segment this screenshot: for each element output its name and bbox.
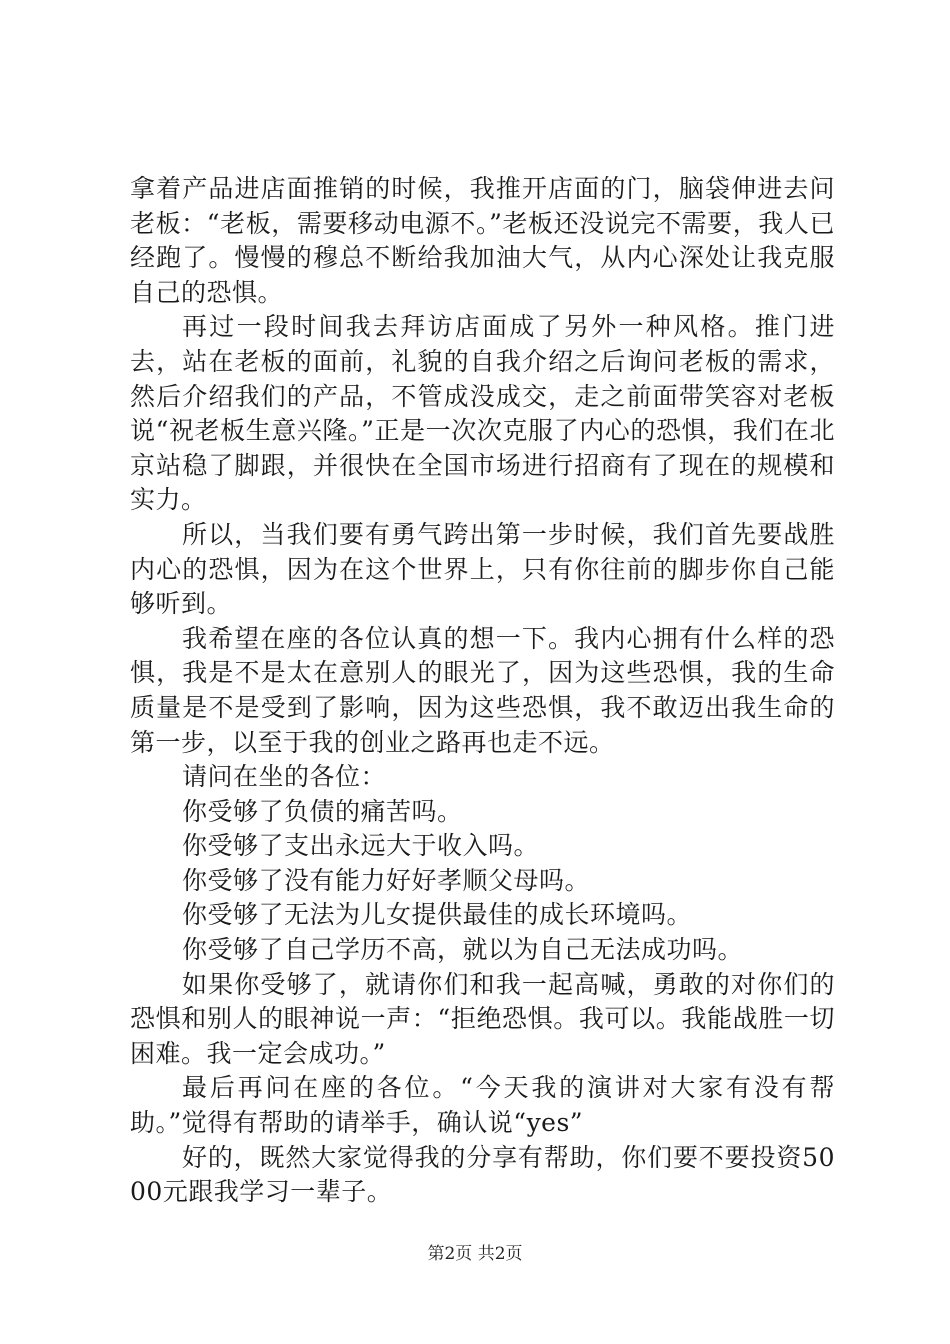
paragraph-5: 请问在坐的各位： [182,762,387,792]
page-number-label: 第2页 共2页 [427,1244,523,1264]
paragraph-1: 拿着产品进店面推销的时候，我推开店面的门，脑袋伸进去问老板：“老板，需要移动电源不。”老板还没说完不需要，我人已经跑了。慢慢的穆总不断给我加油大气，从内心深处让我克服自己的恐惧。 [130,174,835,307]
paragraph-4: 我希望在座的各位认真的想一下。我内心拥有什么样的恐惧，我是不是太在意别人的眼光了，因为这些恐惧，我的生命质量是不是受到了影响，因为这些恐惧，我不敢迈出我生命的第一步，以至于我的创业之路再也走不远。 [130,623,835,757]
paragraph-8: 你受够了没有能力好好孝顺父母吗。 [182,865,591,895]
paragraph-3: 所以，当我们要有勇气跨出第一步时候，我们首先要战胜内心的恐惧，因为在这个世界上，只有你往前的脚步你自己能够听到。 [130,519,835,619]
paragraph-10: 你受够了自己学历不高，就以为自己无法成功吗。 [182,935,744,965]
paragraph-11: 如果你受够了，就请你们和我一起高喊，勇敢的对你们的恐惧和别人的眼神说一声：“拒绝恐惧。我可以。我能战胜一切困难。我一定会成功。” [130,969,835,1068]
paragraph-2: 再过一段时间我去拜访店面成了另外一种风格。推门进去，站在老板的面前，礼貌的自我介绍之后询问老板的需求，然后介绍我们的产品，不管成没成交，走之前面带笑容对老板说“祝老板生意兴隆。”正是一次次克服了内心的恐惧，我们在北京站稳了脚跟，并很快在全国市场进行招商有了现在的规模和实力。 [130,312,835,515]
paragraph-6: 你受够了负债的痛苦吗。 [182,796,463,826]
paragraph-9: 你受够了无法为儿女提供最佳的成长环境吗。 [182,900,693,930]
paragraph-7: 你受够了支出永远大于收入吗。 [182,831,540,861]
document-body [130,172,835,1210]
page-footer [0,1242,950,1266]
paragraph-12: 最后再问在座的各位。“今天我的演讲对大家有没有帮助。”觉得有帮助的请举手，确认说“yes” [130,1073,835,1138]
paragraph-13: 好的，既然大家觉得我的分享有帮助，你们要不要投资5000元跟我学习一辈子。 [130,1142,835,1207]
